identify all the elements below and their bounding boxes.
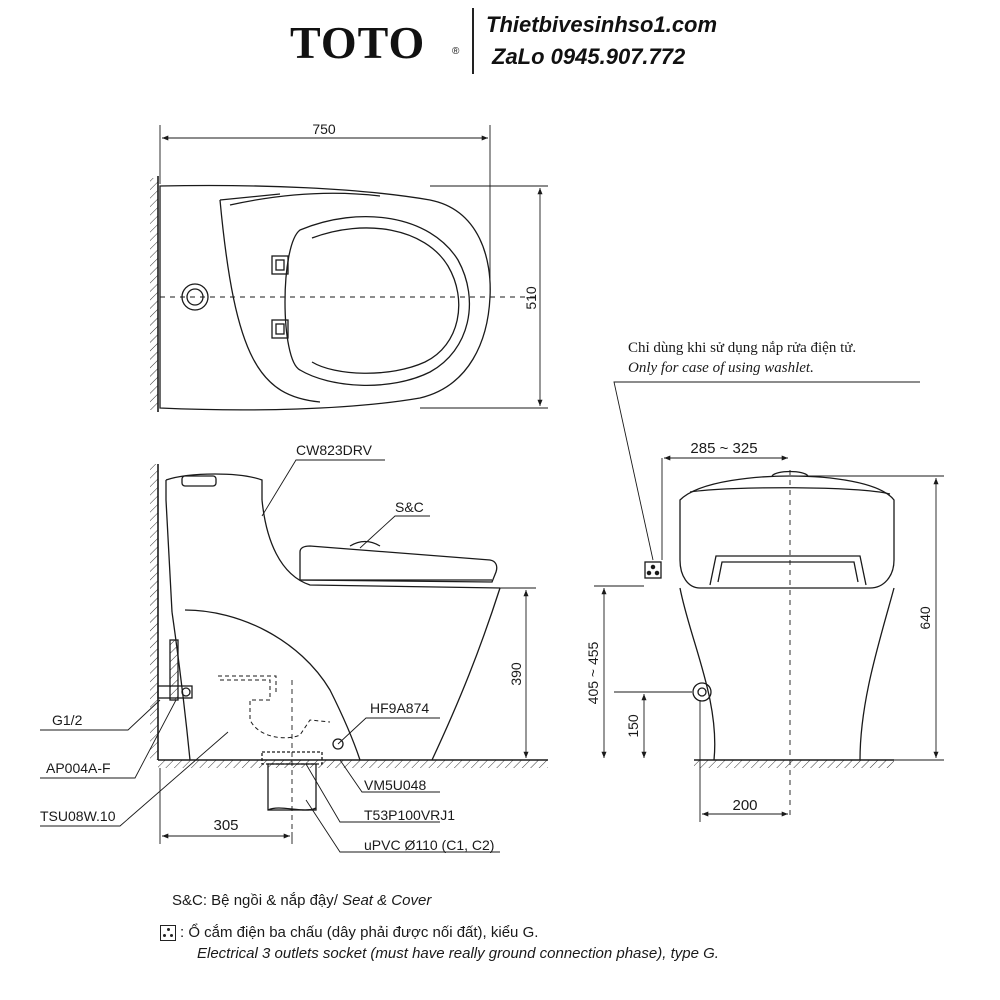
- hinge-box-1: [272, 256, 288, 274]
- zalo-contact[interactable]: ZaLo 0945.907.772: [492, 44, 686, 69]
- seat-front: [710, 556, 866, 585]
- trap-hidden-side: [220, 680, 330, 738]
- ring-label: VM5U048: [364, 777, 427, 793]
- registered-mark: ®: [452, 46, 460, 57]
- flush-cap-side: [182, 476, 216, 486]
- top-view: [150, 125, 548, 412]
- socket-pin-1: [651, 565, 654, 568]
- dim-390-label: 390: [508, 662, 524, 686]
- tank-curve-top-a: [220, 200, 320, 402]
- hinge-box-2-inner: [276, 324, 284, 334]
- toto-logo: TOTO: [290, 17, 426, 68]
- washlet-note-en: Only for case of using washlet.: [628, 360, 814, 376]
- leader-cw823drv: [262, 460, 385, 516]
- wall-hatch-top: [150, 178, 158, 410]
- legend-socket-marker: :: [180, 924, 185, 941]
- legend-socket-en: Electrical 3 outlets socket (must have really ground connection phase), type G.: [197, 945, 719, 962]
- socket-pin-2: [647, 571, 650, 574]
- socket-pin-3: [655, 571, 658, 574]
- socket-legend-icon: [160, 925, 176, 941]
- wall-hatch-side: [150, 464, 158, 760]
- seat-front-inner: [718, 562, 858, 582]
- bowl-front-side: [432, 588, 500, 760]
- trap-outline-side: [185, 610, 360, 760]
- pipe-label: uPVC Ø110 (C1, C2): [364, 837, 495, 853]
- hinge-box-1-inner: [276, 260, 284, 270]
- floor-hatch-side: [158, 760, 548, 768]
- dim-200-label: 200: [732, 797, 758, 814]
- tank-top-side: [166, 474, 262, 500]
- washlet-note-vi: Chỉ dùng khi sử dụng nắp rửa điện tử.: [628, 340, 857, 356]
- valve-knob-side: [182, 688, 190, 696]
- inlet-inner-front: [698, 688, 706, 696]
- legend-socket-vi-row: [180, 924, 538, 941]
- dim-305-label: 305: [213, 817, 239, 834]
- lid-outline-top: [285, 217, 469, 386]
- legend-socket-vi: Ổ cắm điện ba chấu (dây phải được nối đất), kiểu G.: [188, 924, 539, 941]
- hose-label: AP004A-F: [46, 760, 111, 776]
- front-view: [594, 382, 944, 822]
- bowl-right-front: [860, 588, 894, 760]
- bolt-label: HF9A874: [370, 700, 430, 716]
- socket-front: [645, 562, 661, 578]
- bowl-top-side: [262, 500, 500, 588]
- flange-label: TSU08W.10: [40, 808, 116, 824]
- floor-hatch-front: [694, 760, 894, 768]
- legend-seat-cover: [172, 892, 431, 909]
- tank-front: [680, 476, 894, 588]
- trap-hidden-side-2: [218, 676, 276, 692]
- seat-cover-label: S&C: [395, 499, 424, 515]
- side-view: [40, 460, 548, 852]
- seat-line-top: [230, 193, 380, 205]
- bowl-outline-top: [160, 186, 490, 410]
- tank-back-side: [166, 480, 172, 612]
- legend-seat-cover-vi: S&C: Bệ ngồi & nắp đậy/: [172, 892, 343, 909]
- leader-washlet-note: [614, 382, 920, 560]
- dim-510-label: 510: [523, 286, 539, 310]
- dim-640-label: 640: [917, 606, 933, 630]
- leader-sc: [360, 516, 430, 548]
- model-label: CW823DRV: [296, 442, 372, 458]
- dim-750-label: 750: [312, 121, 336, 137]
- lid-inner-top: [312, 228, 459, 373]
- valve-label: G1/2: [52, 712, 83, 728]
- bowl-left-front: [680, 588, 715, 760]
- adapter-label: T53P100VRJ1: [364, 807, 456, 823]
- dim-405-455-label: 405 ~ 455: [585, 641, 601, 705]
- seat-lid-side: [300, 546, 497, 582]
- dim-285-325-label: 285 ~ 325: [690, 440, 758, 457]
- website-link[interactable]: Thietbivesinhso1.com: [486, 12, 718, 37]
- dim-150-label: 150: [625, 714, 641, 738]
- legend-seat-cover-en: Seat & Cover: [342, 892, 432, 909]
- hose-side: [170, 640, 178, 700]
